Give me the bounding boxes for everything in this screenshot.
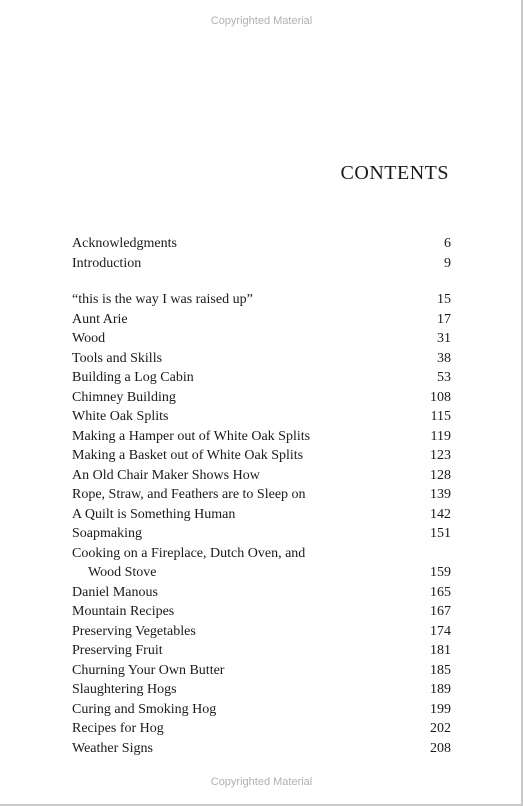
toc-entry <box>72 485 451 505</box>
toc-entry-page: 139 <box>430 487 451 502</box>
toc-entry-title-text: Soapmaking <box>72 526 142 541</box>
toc-front-matter <box>72 234 451 273</box>
toc-entry-title-text: A Quilt is Something Human <box>72 506 236 522</box>
toc-entry-title-text: Cooking on a Fireplace, Dutch Oven, and <box>72 545 306 561</box>
toc-entry-title-text: Mountain Recipes <box>72 604 175 619</box>
toc-entry-title <box>72 583 158 603</box>
toc-entry-title-continued: Wood Stove <box>88 565 157 580</box>
toc-entry-title-text: Introduction <box>72 255 142 271</box>
toc-entry-title-text: Churning Your Own Butter <box>72 662 225 678</box>
toc-entry-page: 159 <box>430 565 451 580</box>
toc-entry <box>72 388 451 408</box>
toc-entry <box>72 329 451 349</box>
toc-entry-page: 31 <box>437 331 451 346</box>
toc-entry-title <box>72 641 163 661</box>
toc-entry <box>72 466 451 486</box>
toc-entry <box>72 505 451 525</box>
toc-entry-title <box>72 466 260 486</box>
toc-entry-page: 15 <box>437 292 451 307</box>
toc-entry-title-text: White Oak Splits <box>72 409 169 424</box>
toc-entry <box>72 661 451 681</box>
watermark-bottom: Copyrighted Material <box>210 776 313 788</box>
toc-entry-page: 174 <box>430 623 451 639</box>
toc-entry-page: 38 <box>437 350 451 366</box>
toc-entry <box>72 641 451 661</box>
toc-entry-title <box>72 602 174 622</box>
toc-entry-title <box>72 622 196 642</box>
toc-entry-title <box>72 505 235 525</box>
toc-entry <box>72 583 451 603</box>
toc-entry-title-text: Making a Basket out of White Oak Splits <box>72 448 304 463</box>
toc-entry <box>72 349 451 369</box>
toc-entry <box>72 544 451 583</box>
toc-entry-title <box>72 680 177 700</box>
toc-entry-title-text: Acknowledgments <box>72 236 177 251</box>
toc-entry <box>72 234 451 254</box>
toc-entry-page: 115 <box>430 409 451 424</box>
toc-entry-page: 167 <box>430 604 451 619</box>
toc-entry-title-text: An Old Chair Maker Shows How <box>72 467 260 483</box>
toc-entry <box>72 290 451 310</box>
toc-entry-title-text: Aunt Arie <box>72 311 128 327</box>
toc-entry-title <box>72 739 153 759</box>
page-title: CONTENTS <box>340 162 449 185</box>
toc-entry-title-text: Making a Hamper out of White Oak Splits <box>72 428 311 444</box>
toc-entry-page: 189 <box>430 682 451 697</box>
toc-entry-page: 202 <box>430 721 451 736</box>
toc-entry-title <box>72 446 303 466</box>
toc-entry-title-text: Curing and Smoking Hog <box>72 701 217 717</box>
toc-entry <box>72 524 451 544</box>
toc-entry-title-text: Preserving Vegetables <box>72 623 196 639</box>
toc-entry-title <box>72 407 168 427</box>
toc-entry-title <box>72 329 105 349</box>
toc-entry <box>72 719 451 739</box>
toc-entry-title-text: Rope, Straw, and Feathers are to Sleep on <box>72 487 306 502</box>
toc-entry-page: 9 <box>444 255 451 271</box>
toc-entry <box>72 446 451 466</box>
toc-entry-title <box>72 485 306 505</box>
toc-entry-title <box>72 544 305 583</box>
toc-entry <box>72 602 451 622</box>
toc-entry <box>72 700 451 720</box>
toc-entry-title-text: Wood <box>72 331 106 346</box>
toc-entry-title-text: Recipes for Hog <box>72 721 164 736</box>
toc-entry-title <box>72 427 310 447</box>
toc-entry-title <box>72 661 224 681</box>
watermark-top: Copyrighted Material <box>210 15 313 27</box>
toc-entry-title <box>72 349 162 369</box>
toc-entry-title <box>72 254 141 274</box>
toc-entry <box>72 427 451 447</box>
toc-entry-title-text: Slaughtering Hogs <box>72 682 177 697</box>
toc-entry-title <box>72 310 128 330</box>
toc-entry-page: 181 <box>430 643 451 658</box>
toc-entry-title-text: Preserving Fruit <box>72 643 163 658</box>
toc-entry-page: 123 <box>430 448 451 463</box>
toc-entry-page: 199 <box>430 701 451 717</box>
toc-entry-title <box>72 700 216 720</box>
toc-entry <box>72 368 451 388</box>
toc-entry-title-text: Tools and Skills <box>72 350 163 366</box>
toc-entry-page: 53 <box>437 370 451 385</box>
toc-entry-title <box>72 719 164 739</box>
toc-entry-page: 108 <box>430 389 451 405</box>
toc-entry-title-text: “this is the way I was raised up” <box>72 292 253 307</box>
toc-entry-page: 185 <box>430 662 451 678</box>
toc-entry-page: 208 <box>430 740 451 756</box>
toc-entry-title <box>72 388 176 408</box>
toc-entry <box>72 739 451 759</box>
toc-entry <box>72 310 451 330</box>
toc-entry-title-text: Daniel Manous <box>72 584 158 600</box>
toc-chapters <box>72 290 451 758</box>
toc-entry-title-text: Building a Log Cabin <box>72 370 194 385</box>
toc-entry-title <box>72 368 194 388</box>
toc-entry-page: 17 <box>437 311 451 327</box>
toc-entry-title-text: Weather Signs <box>72 740 153 756</box>
toc-entry-page: 128 <box>430 467 451 483</box>
toc-entry-page: 6 <box>444 236 451 251</box>
toc-entry-page: 165 <box>430 584 451 600</box>
toc-entry-page: 119 <box>430 428 451 444</box>
toc-entry-title <box>72 234 177 254</box>
toc-entry-title <box>72 290 253 310</box>
toc-entry-page: 142 <box>430 506 451 522</box>
toc-entry-title <box>72 524 142 544</box>
toc-entry <box>72 680 451 700</box>
toc-entry-title-text: Chimney Building <box>72 389 176 405</box>
toc-entry-page: 151 <box>430 526 451 541</box>
toc-entry <box>72 254 451 274</box>
toc-entry <box>72 622 451 642</box>
toc-entry <box>72 407 451 427</box>
